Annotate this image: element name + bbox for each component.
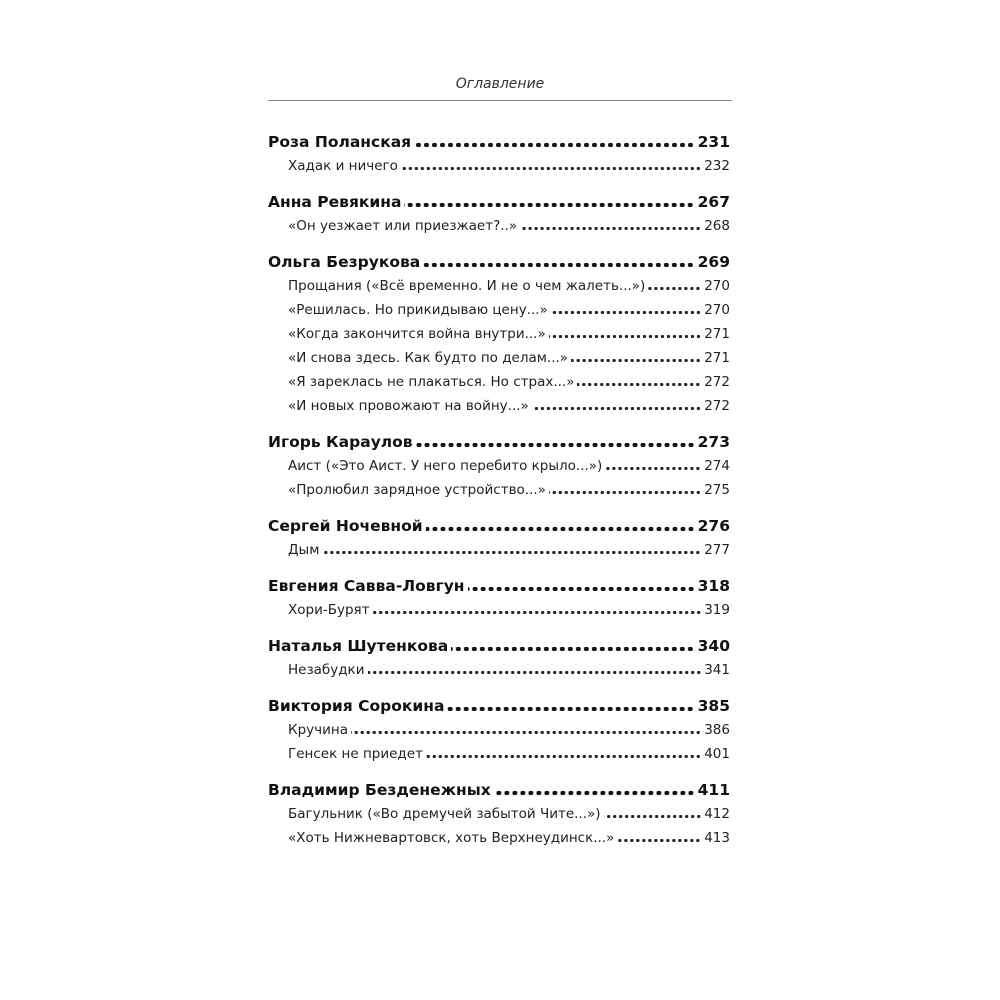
dot-leader bbox=[426, 527, 695, 531]
page-number: 401 bbox=[704, 746, 730, 762]
running-header: Оглавление bbox=[455, 76, 545, 92]
toc-item-entry[interactable] bbox=[268, 346, 730, 370]
entry-title: Игорь Караулов bbox=[268, 433, 413, 451]
dot-leader bbox=[577, 383, 701, 386]
entry-title: «Он уезжает или приезжает?..» bbox=[288, 218, 518, 234]
page-number: 271 bbox=[704, 350, 730, 366]
dot-leader bbox=[571, 359, 701, 362]
page-number: 413 bbox=[704, 830, 730, 846]
toc-author-entry[interactable] bbox=[268, 130, 730, 154]
toc-author-entry[interactable] bbox=[268, 574, 730, 598]
entry-title: «И снова здесь. Как будто по делам...» bbox=[288, 350, 569, 366]
toc-item-entry[interactable] bbox=[268, 718, 730, 742]
page-number: 340 bbox=[697, 637, 730, 655]
page-number: 273 bbox=[697, 433, 730, 451]
toc-item-entry[interactable] bbox=[268, 598, 730, 622]
toc-item-entry[interactable] bbox=[268, 454, 730, 478]
entry-title: Незабудки bbox=[288, 662, 365, 678]
page-number: 275 bbox=[704, 482, 730, 498]
toc-section bbox=[268, 694, 730, 766]
entry-title: «Решилась. Но прикидываю цену...» bbox=[288, 302, 548, 318]
toc-item-entry[interactable] bbox=[268, 394, 730, 418]
table-of-contents bbox=[268, 130, 730, 862]
toc-author-entry[interactable] bbox=[268, 430, 730, 454]
toc-item-entry[interactable] bbox=[268, 214, 730, 238]
entry-title: Наталья Шутенкова bbox=[268, 637, 449, 655]
page-number: 341 bbox=[704, 662, 730, 678]
toc-author-entry[interactable] bbox=[268, 514, 730, 538]
dot-leader bbox=[451, 647, 694, 651]
dot-leader bbox=[322, 551, 701, 554]
dot-leader bbox=[401, 167, 701, 170]
toc-item-entry[interactable] bbox=[268, 298, 730, 322]
entry-title: «Пролюбил зарядное устройство...» bbox=[288, 482, 546, 498]
page-number: 270 bbox=[704, 278, 730, 294]
dot-leader bbox=[604, 815, 702, 818]
toc-section bbox=[268, 430, 730, 502]
entry-title: Хори-Бурят bbox=[288, 602, 370, 618]
entry-title: «И новых провожают на войну...» bbox=[288, 398, 529, 414]
toc-section bbox=[268, 514, 730, 562]
toc-author-entry[interactable] bbox=[268, 250, 730, 274]
dot-leader bbox=[416, 443, 695, 447]
entry-title: Виктория Сорокина bbox=[268, 697, 445, 715]
dot-leader bbox=[549, 335, 701, 338]
dot-leader bbox=[494, 791, 695, 795]
page-number: 270 bbox=[704, 302, 730, 318]
entry-title: Хадак и ничего bbox=[288, 158, 398, 174]
entry-title: Аист («Это Аист. У него перебито крыло...») bbox=[288, 458, 603, 474]
page-number: 272 bbox=[704, 398, 730, 414]
dot-leader bbox=[423, 263, 694, 267]
dot-leader bbox=[532, 407, 701, 410]
entry-title: Евгения Савва-Ловгун bbox=[268, 577, 465, 595]
dot-leader bbox=[447, 707, 694, 711]
entry-title: Сергей Ночевной bbox=[268, 517, 423, 535]
toc-section bbox=[268, 250, 730, 418]
entry-title: Генсек не приедет bbox=[288, 746, 423, 762]
header-rule bbox=[268, 100, 732, 101]
toc-author-entry[interactable] bbox=[268, 694, 730, 718]
page-number: 277 bbox=[704, 542, 730, 558]
toc-author-entry[interactable] bbox=[268, 778, 730, 802]
page-number: 272 bbox=[704, 374, 730, 390]
toc-item-entry[interactable] bbox=[268, 274, 730, 298]
dot-leader bbox=[426, 755, 701, 758]
toc-section bbox=[268, 634, 730, 682]
page-number: 268 bbox=[704, 218, 730, 234]
toc-section bbox=[268, 778, 730, 850]
page-number: 386 bbox=[704, 722, 730, 738]
page-number: 319 bbox=[704, 602, 730, 618]
page-number: 412 bbox=[704, 806, 730, 822]
page-number: 231 bbox=[697, 133, 730, 151]
dot-leader bbox=[549, 491, 701, 494]
dot-leader bbox=[617, 839, 701, 842]
toc-section bbox=[268, 574, 730, 622]
dot-leader bbox=[414, 143, 695, 147]
page-number: 267 bbox=[697, 193, 730, 211]
dot-leader bbox=[551, 311, 701, 314]
dot-leader bbox=[373, 611, 702, 614]
toc-item-entry[interactable] bbox=[268, 322, 730, 346]
toc-item-entry[interactable] bbox=[268, 370, 730, 394]
page-number: 232 bbox=[704, 158, 730, 174]
dot-leader bbox=[605, 467, 701, 470]
entry-title: «Когда закончится война внутри...» bbox=[288, 326, 546, 342]
toc-item-entry[interactable] bbox=[268, 658, 730, 682]
page-number: 318 bbox=[697, 577, 730, 595]
toc-item-entry[interactable] bbox=[268, 742, 730, 766]
entry-title: Роза Поланская bbox=[268, 133, 412, 151]
entry-title: Владимир Безденежных bbox=[268, 781, 491, 799]
dot-leader bbox=[520, 227, 701, 230]
page-number: 411 bbox=[697, 781, 730, 799]
entry-title: «Я зареклась не плакаться. Но страх...» bbox=[288, 374, 575, 390]
entry-title: Дым bbox=[288, 542, 320, 558]
toc-item-entry[interactable] bbox=[268, 478, 730, 502]
entry-title: Прощания («Всё временно. И не о чем жалеть...») bbox=[288, 278, 646, 294]
toc-item-entry[interactable] bbox=[268, 826, 730, 850]
entry-title: «Хоть Нижневартовск, хоть Верхнеудинск...» bbox=[288, 830, 615, 846]
toc-author-entry[interactable] bbox=[268, 634, 730, 658]
page-number: 269 bbox=[697, 253, 730, 271]
toc-item-entry[interactable] bbox=[268, 802, 730, 826]
page-number: 276 bbox=[697, 517, 730, 535]
dot-leader bbox=[368, 671, 702, 674]
toc-section bbox=[268, 190, 730, 238]
page-number: 274 bbox=[704, 458, 730, 474]
dot-leader bbox=[648, 287, 701, 290]
entry-title: Ольга Безрукова bbox=[268, 253, 421, 271]
entry-title: Анна Ревякина bbox=[268, 193, 402, 211]
entry-title: Кручина bbox=[288, 722, 348, 738]
toc-item-entry[interactable] bbox=[268, 154, 730, 178]
dot-leader bbox=[351, 731, 701, 734]
toc-author-entry[interactable] bbox=[268, 190, 730, 214]
dot-leader bbox=[404, 203, 694, 207]
entry-title: Багульник («Во дремучей забытой Чите...») bbox=[288, 806, 601, 822]
dot-leader bbox=[468, 587, 695, 591]
page-number: 271 bbox=[704, 326, 730, 342]
page-number: 385 bbox=[697, 697, 730, 715]
toc-section bbox=[268, 130, 730, 178]
toc-item-entry[interactable] bbox=[268, 538, 730, 562]
